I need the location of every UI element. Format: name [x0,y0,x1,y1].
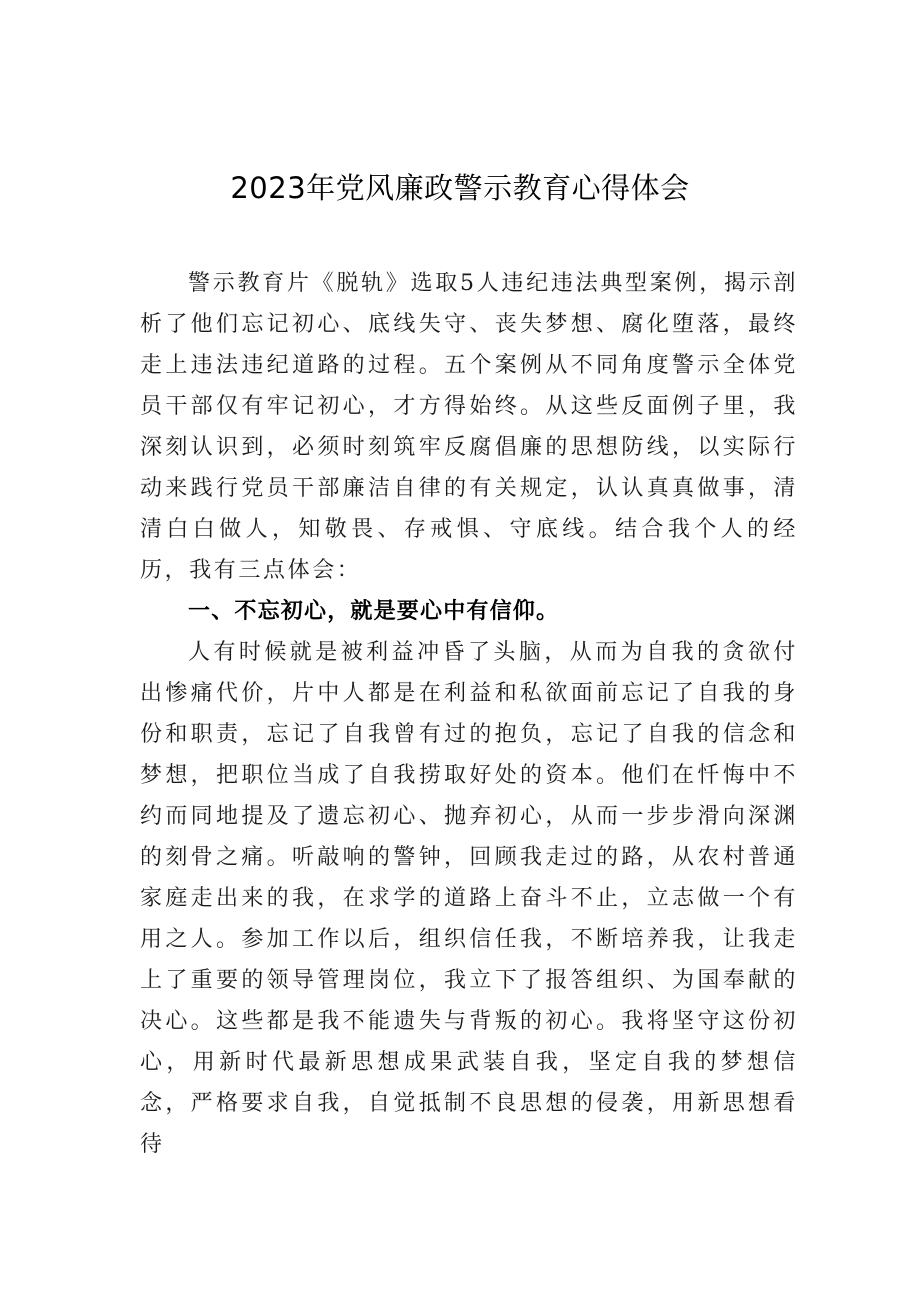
document-body [140,263,798,1165]
section-1-paragraph: 人有时候就是被利益冲昏了头脑，从而为自我的贪欲付出惨痛代价，片中人都是在利益和私欲面前忘记了自我的身份和职责，忘记了自我曾有过的抱负，忘记了自我的信念和梦想，把职位当成了自我捞取好处的资本。他们在忏悔中不约而同地提及了遗忘初心、抛弃初心，从而一步步滑向深渊的刻骨之痛。听敲响的警钟，回顾我走过的路，从农村普通家庭走出来的我，在求学的道路上奋斗不止，立志做一个有用之人。参加工作以后，组织信任我，不断培养我，让我走上了重要的领导管理岗位，我立下了报答组织、为国奉献的决心。这些都是我不能遗失与背叛的初心。我将坚守这份初心，用新时代最新思想成果武装自我，坚定自我的梦想信念，严格要求自我，自觉抵制不良思想的侵袭，用新思想看待 [140,640,798,1157]
section-heading-1: 一、不忘初心，就是要心中有信仰。 [188,599,560,624]
intro-paragraph: 警示教育片《脱轨》选取5人违纪违法典型案例，揭示剖析了他们忘记初心、底线失守、丧失梦想、腐化堕落，最终走上违法违纪道路的过程。五个案例从不同角度警示全体党员干部仅有牢记初心，才方得始终。从这些反面例子里，我深刻认识到，必须时刻筑牢反腐倡廉的思想防线，以实际行动来践行党员干部廉洁自律的有关规定，认认真真做事，清清白白做人，知敬畏、存戒惧、守底线。结合我个人的经历，我有三点体会： [140,271,798,583]
document-title: 2023年党风廉政警示教育心得体会 [230,171,690,205]
